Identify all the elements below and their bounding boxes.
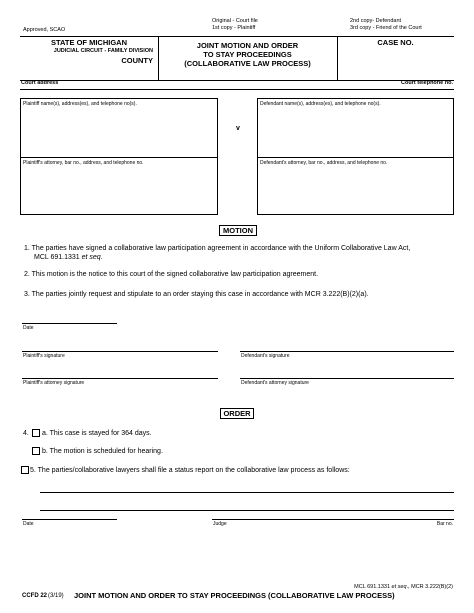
copy-original: Original - Court file — [212, 18, 258, 24]
court-address-rule — [20, 89, 454, 90]
bar-no-label: Bar no. — [436, 521, 453, 527]
approved-note: Approved, SCAO — [23, 27, 66, 33]
court-address-label: Court address — [21, 80, 59, 86]
order-heading: ORDER — [220, 408, 254, 419]
motion-item-1-line-1: 1. The parties have signed a collaborative law participation agreement in accordance with the Uniform Collaborative Law Act, — [24, 245, 411, 252]
defendant-label: Defendant name(s), address(es), and telephone no(s). — [260, 101, 381, 107]
status-report-field-1[interactable] — [40, 484, 454, 492]
plaintiff-label: Plaintiff name(s), address(es), and telephone no(s). — [23, 101, 137, 107]
footer-citation-mcl: MCL 691.1331 — [354, 584, 392, 590]
status-report-checkbox[interactable] — [21, 466, 29, 474]
defendant-attorney-box[interactable] — [257, 157, 454, 215]
motion-item-3: 3. The parties jointly request and stipulate to an order staying this case in accordance with MCR 3.222(B)(2)(a). — [24, 291, 369, 298]
form-title — [158, 41, 337, 68]
plaintiff-signature-label: Plaintiff's signature — [23, 353, 65, 359]
form-id: CCFD 22 — [22, 593, 48, 599]
copy-first: 1st copy - Plaintiff — [212, 25, 256, 31]
footer-citation — [250, 584, 453, 591]
statute-citation: MCL 691.1331 — [34, 254, 82, 261]
plaintiff-box[interactable] — [20, 98, 218, 158]
form-title-line-3: (COLLABORATIVE LAW PROCESS) — [184, 59, 311, 68]
footer-citation-et-seq: et seq — [391, 584, 407, 590]
copy-distribution-right — [350, 18, 422, 32]
motion-item-1-line-2 — [24, 253, 454, 262]
copy-distribution-left — [212, 18, 258, 32]
motion-date-label: Date — [23, 325, 34, 331]
plaintiff-signature-field[interactable] — [22, 342, 218, 351]
defendant-attorney-label: Defendant's attorney, bar no., address, and telephone no. — [260, 160, 388, 166]
defendant-box[interactable] — [257, 98, 454, 158]
form-title-line-1: JOINT MOTION AND ORDER — [196, 41, 299, 50]
motion-item-2: 2. This motion is the notice to this court of the signed collaborative law participation agreement. — [24, 271, 319, 278]
case-no-label: CASE NO. — [377, 38, 414, 47]
order-date-label: Date — [23, 521, 34, 527]
footer-citation-mcr: ., MCR 3.222(B)(2) — [406, 584, 453, 590]
footer-title: JOINT MOTION AND ORDER TO STAY PROCEEDINGS (COLLABORATIVE LAW PROCESS) — [74, 591, 395, 600]
defendant-attorney-signature-field[interactable] — [240, 369, 454, 378]
court-name: JUDICIAL CIRCUIT - FAMILY DIVISION — [53, 48, 153, 54]
defendant-attorney-signature-label: Defendant's attorney signature — [241, 380, 309, 386]
status-report-line-1 — [40, 492, 454, 493]
order-date-field[interactable] — [22, 510, 117, 519]
plaintiff-attorney-box[interactable] — [20, 157, 218, 215]
order-item-4-number: 4. — [23, 430, 29, 437]
motion-date-field[interactable] — [22, 314, 117, 323]
defendant-attorney-signature-line — [240, 378, 454, 379]
plaintiff-attorney-signature-label: Plaintiff's attorney signature — [23, 380, 85, 386]
status-report-field-2[interactable] — [40, 502, 454, 510]
plaintiff-signature-line — [22, 351, 218, 352]
stay-checkbox[interactable] — [32, 429, 40, 437]
motion-item-1 — [24, 244, 454, 262]
statute-period: . — [100, 254, 103, 261]
order-item-5: 5. The parties/collaborative lawyers shall file a status report on the collaborative law process as follows: — [30, 467, 350, 474]
plaintiff-attorney-signature-field[interactable] — [22, 369, 218, 378]
order-date-line — [22, 519, 117, 520]
plaintiff-attorney-signature-line — [22, 378, 218, 379]
motion-heading: MOTION — [219, 225, 257, 236]
versus-label: v — [236, 125, 240, 132]
form-revision: (3/19) — [48, 593, 64, 599]
hearing-checkbox[interactable] — [32, 447, 40, 455]
judge-label: Judge — [213, 521, 227, 527]
defendant-signature-line — [240, 351, 454, 352]
copy-third: 3rd copy - Friend of the Court — [350, 25, 422, 31]
county-label: COUNTY — [121, 56, 153, 65]
caption-top-rule — [20, 36, 454, 37]
order-item-4a: a. This case is stayed for 364 days. — [42, 430, 152, 437]
plaintiff-attorney-label: Plaintiff's attorney, bar no., address, and telephone no. — [23, 160, 144, 166]
case-no-field[interactable] — [342, 50, 450, 76]
copy-second: 2nd copy- Defendant — [350, 18, 402, 24]
motion-date-line — [22, 323, 117, 324]
court-phone-label: Court telephone no. — [401, 80, 453, 86]
form-title-line-2: TO STAY PROCEEDINGS — [203, 50, 292, 59]
statute-et-seq: et seq — [81, 254, 101, 261]
order-item-4b: b. The motion is scheduled for hearing. — [42, 448, 163, 455]
judge-signature-field[interactable] — [212, 510, 454, 519]
defendant-signature-field[interactable] — [240, 342, 454, 351]
state-name: STATE OF MICHIGAN — [51, 38, 127, 47]
defendant-signature-label: Defendant's signature — [241, 353, 290, 359]
judge-signature-line — [212, 519, 454, 520]
